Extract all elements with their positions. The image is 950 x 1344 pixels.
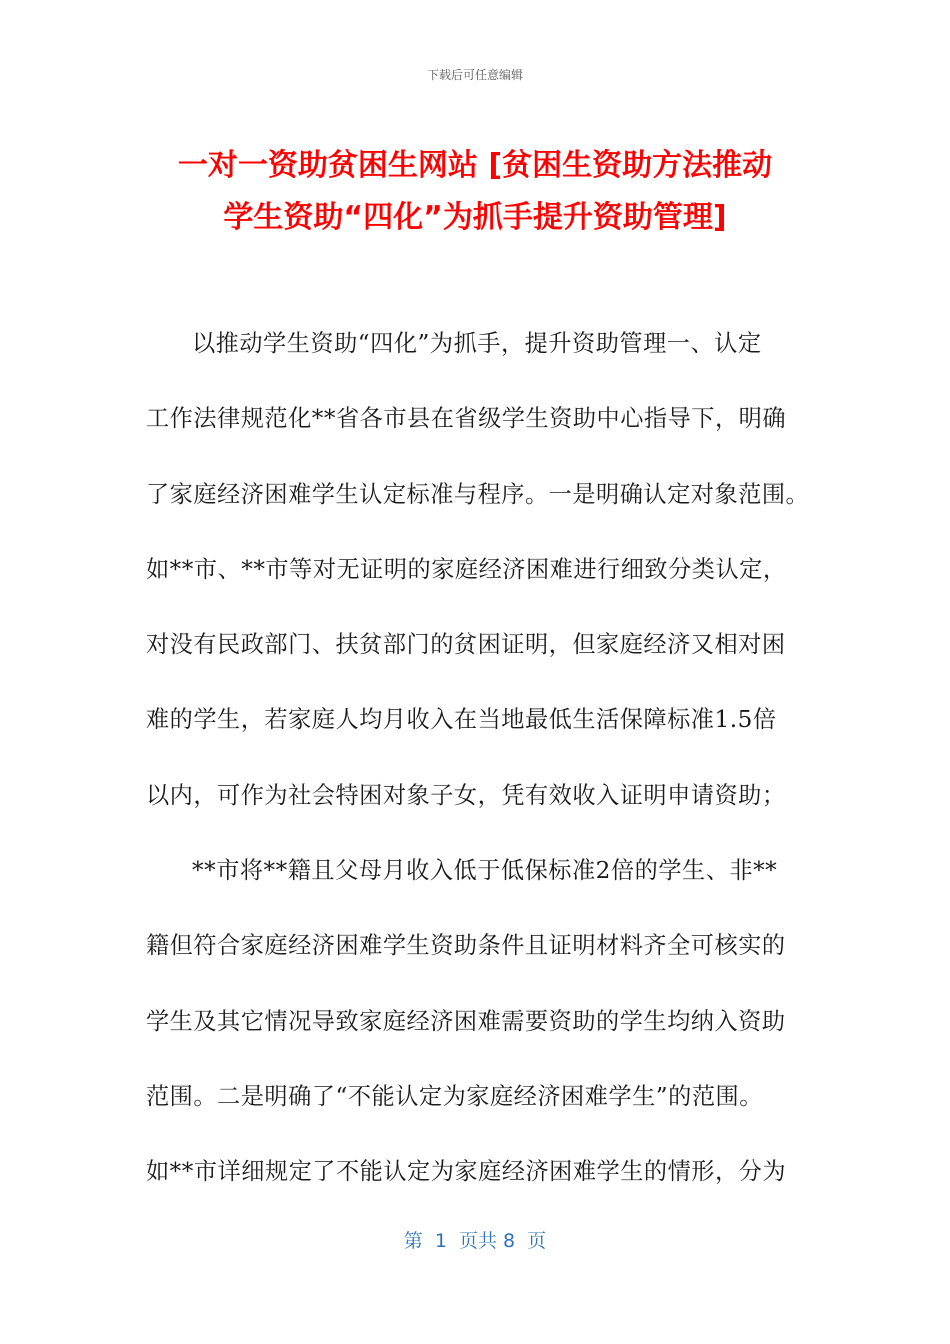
body-line: 以内，可作为社会特困对象子女，凭有效收入证明申请资助； bbox=[146, 781, 786, 809]
body-line: 工作法律规范化**省各市县在省级学生资助中心指导下，明确 bbox=[146, 405, 787, 433]
document-title-line-2: 学生资助“四化”为抓手提升资助管理] bbox=[223, 200, 727, 235]
body-line: 范围。二是明确了“不能认定为家庭经济困难学生”的范围。 bbox=[146, 1082, 763, 1110]
header-note: 下载后可任意编辑 bbox=[426, 68, 523, 82]
body-line: 学生及其它情况导致家庭经济困难需要资助的学生均纳入资助 bbox=[146, 1007, 786, 1035]
body-line: **市将**籍且父母月收入低于低保标准2倍的学生、非** bbox=[192, 857, 778, 885]
body-line: 如**市、**市等对无证明的家庭经济困难进行细致分类认定， bbox=[146, 555, 787, 583]
document-title bbox=[120, 140, 830, 244]
body-line: 了家庭经济困难学生认定标准与程序。一是明确认定对象范围。 bbox=[146, 480, 810, 508]
body-line: 籍但符合家庭经济困难学生资助条件且证明材料齐全可核实的 bbox=[146, 932, 786, 960]
page-footer: 第 1 页共 8 页 bbox=[403, 1230, 547, 1252]
document-body bbox=[146, 322, 810, 1226]
body-line: 对没有民政部门、扶贫部门的贫困证明，但家庭经济又相对困 bbox=[146, 631, 786, 659]
body-line: 以推动学生资助“四化”为抓手，提升资助管理一、认定 bbox=[192, 330, 762, 357]
body-line: 如**市详细规定了不能认定为家庭经济困难学生的情形，分为 bbox=[146, 1158, 787, 1186]
document-title-line-1: 一对一资助贫困生网站 [贫困生资助方法推动 bbox=[177, 148, 773, 183]
body-line: 难的学生，若家庭人均月收入在当地最低生活保障标准1.5倍 bbox=[146, 706, 777, 734]
